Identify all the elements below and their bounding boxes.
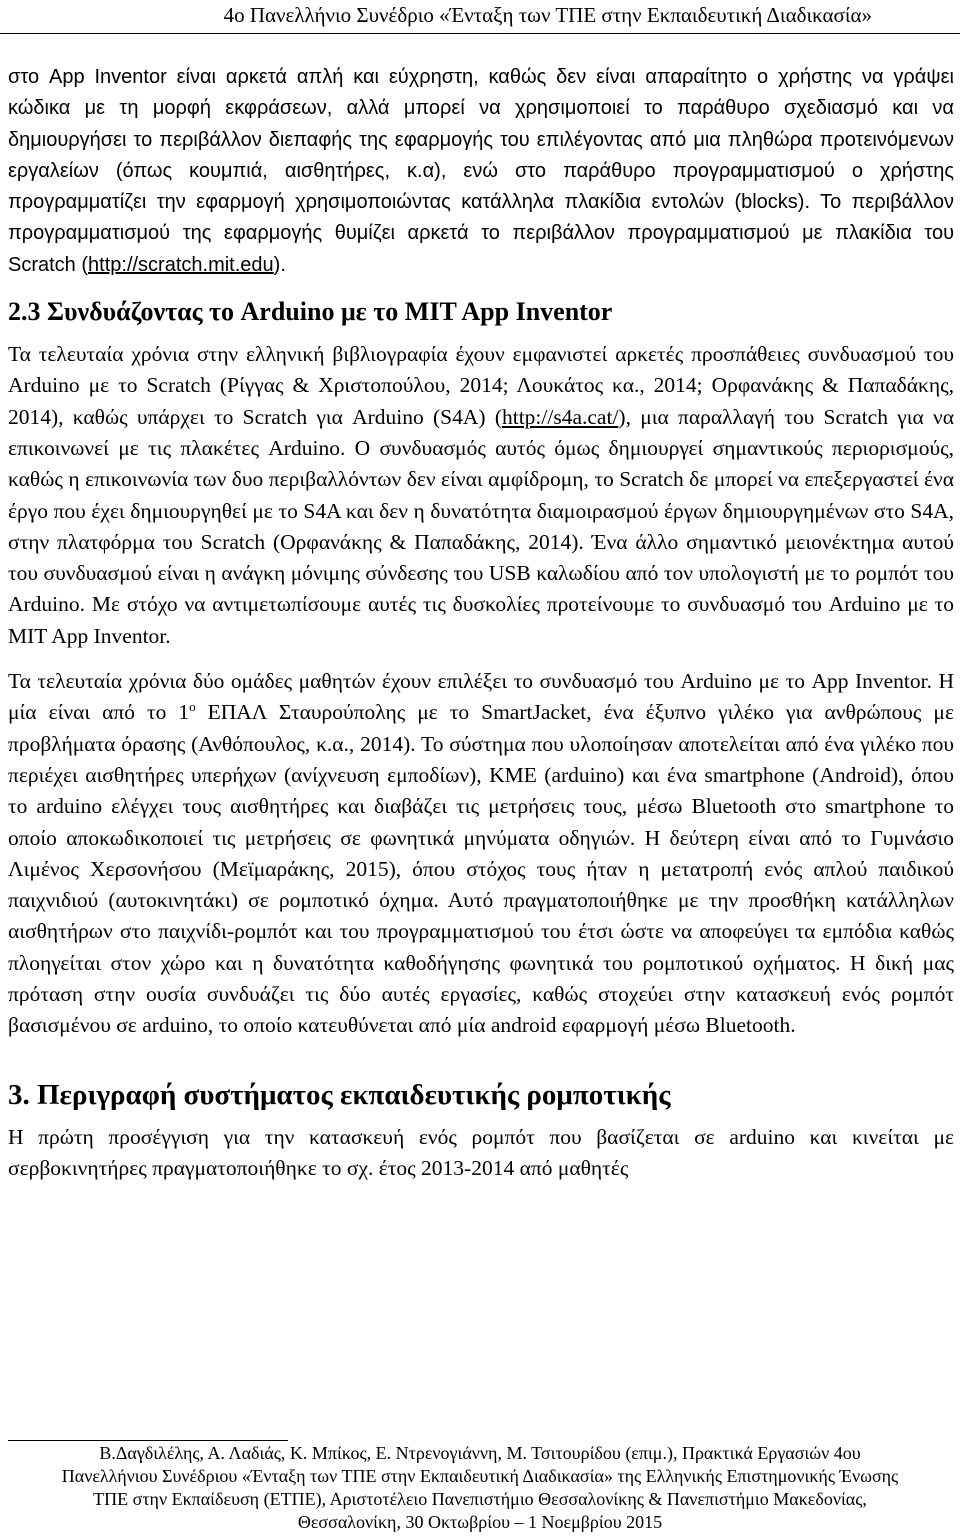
footer-citation: [0, 1442, 960, 1534]
paragraph-first-approach: Η πρώτη προσέγγιση για την κατασκευή ενός ρομπότ που βασίζεται σε arduino και κινείται με σερβοκινητήρες πραγματοποιήθηκε το σχ. έτος 2013-2014 από μαθητές: [8, 1124, 954, 1180]
paragraph-text: ).: [273, 253, 286, 276]
footer-rule: [8, 1440, 288, 1441]
paragraph-arduino-scratch: [8, 339, 954, 652]
footer-line: ΤΠΕ στην Εκπαίδευση (ΕΤΠΕ), Αριστοτέλειο Πανεπιστήμιο Θεσσαλονίκης & Πανεπιστήμιο Μακεδονίας,: [93, 1489, 867, 1509]
paragraph-text: Τα τελευταία χρόνια στην ελληνική βιβλιογραφία έχουν εμφανιστεί αρκετές προσπάθειες συνδυασμού του Arduino με το Scratch (Ρίγγας & Χριστοπούλου, 2014; Λουκάτος κα., 2014; Ορφανάκης & Παπαδάκης, 2014), καθώς υπάρχει το Scratch για Arduino (S4A) (: [8, 342, 954, 429]
scratch-link[interactable]: http://scratch.mit.edu: [88, 253, 274, 276]
paragraph-student-projects: [8, 666, 954, 1042]
running-header: 4ο Πανελλήνιο Συνέδριο «Ένταξη των ΤΠΕ στην Εκπαιδευτική Διαδικασία»: [223, 3, 872, 27]
ordinal-superscript: ο: [189, 699, 196, 715]
section-heading-2-3: 2.3 Συνδυάζοντας το Arduino με το MIT App Inventor: [8, 297, 613, 327]
section-heading-3: 3. Περιγραφή συστήματος εκπαιδευτικής ρομποτικής: [8, 1078, 671, 1111]
footer-line: Θεσσαλονίκη, 30 Οκτωβρίου – 1 Νοεμβρίου 2015: [297, 1512, 663, 1532]
paragraph-text: Τα τελευταία χρόνια δύο ομάδες μαθητών έχουν επιλέξει το συνδυασμό του Arduino με το App Inventor. Η μία είναι από το 1: [8, 669, 954, 725]
paragraph-text: ΕΠΑΛ Σταυρούπολης με το SmartJacket, ένα έξυπνο γιλέκο για ανθρώπους με προβλήματα όρασης (Ανθόπουλος, κ.α., 2014). Το σύστημα που υλοποίησαν αποτελείται από ένα γιλέκο που περιέχει αισθητήρες υπερήχων (ανίχνευση εμποδίων), ΚΜΕ (arduino) και ένα smartphone (Android), όπου το arduino ελέγχει τους αισθητήρες και διαβάζει τις μετρήσεις τους, μέσω Bluetooth στο smartphone το οποίο αποκωδικοποιεί τις μετρήσεις σε φωνητικά μηνύματα οδηγιών. Η δεύτερη είναι από το Γυμνάσιο Λιμένος Χερσονήσου (Μεϊμαράκης, 2015), όπου στόχος τους ήταν η μετατροπή ενός απλού παιδικού παιχνιδιού (αυτοκινητάκι) σε ρομποτικό όχημα. Αυτό πραγματοποιήθηκε με την προσθήκη κατάλληλων αισθητήρων στο παιχνίδι-ρομπότ και του προγραμματισμού του έτσι ώστε να αποφεύγει τα εμπόδια καθώς πλοηγείται στον χώρο και η δυνατότητα καθοδήγησης φωνητικά του ρομποτικού οχήματος. Η δική μας πρόταση στην ουσία συνδυάζει τις δύο αυτές εργασίες, καθώς στοχεύει στην κατασκευή ενός ρομπότ βασισμένου σε arduino, το οποίο κατευθύνεται από μία android εφαρμογή μέσω Bluetooth.: [8, 700, 954, 1038]
footer-line: Πανελλήνιου Συνέδριου «Ένταξη των ΤΠΕ στην Εκπαιδευτική Διαδικασία» της Ελληνικής Επιστημονικής Ένωσης: [61, 1466, 899, 1486]
paragraph-text: ), μια παραλλαγή του Scratch για να επικοινωνεί με τις πλακέτες Arduino. Ο συνδυασμός αυτός όμως δημιουργεί σημαντικούς περιορισμούς, καθώς η επικοινωνία των δυο περιβαλλόντων δεν είναι αμφίδρομη, το Scratch δε μπορεί να επεξεργαστεί ένα έργο που έχει δημιουργηθεί με το S4A και δεν η δυνατότητα διαμοιρασμού έργων δημιουργημένων στο S4A, στην πλατφόρμα του Scratch (Ορφανάκης & Παπαδάκης, 2014). Ένα άλλο σημαντικό μειονέκτημα αυτού του συνδυασμού είναι η ανάγκη μόνιμης σύνδεσης του USB καλωδίου από τον υπολογιστή με το ρομπότ του Arduino. Με στόχο να αντιμετωπίσουμε αυτές τις δυσκολίες προτείνουμε το συνδυασμό του Arduino με το MIT App Inventor.: [8, 404, 954, 648]
paragraph-app-inventor: [8, 62, 954, 281]
paragraph-text: στο App Inventor είναι αρκετά απλή και εύχρηστη, καθώς δεν είναι απαραίτητο ο χρήστης να γράψει κώδικα με τη μορφή εκφράσεων, αλλά μπορεί να χρησιμοποιεί το παράθυρο σχεδιασμό και να δημιουργήσει το περιβάλλον διεπαφής της εφαρμογής του επιλέγοντας από μια πληθώρα προτεινόμενων εργαλείων (όπως κουμπιά, αισθητήρες, κ.α), ενώ στο παράθυρο προγραμματισμού ο χρήστης προγραμματίζει την εφαρμογή χρησιμοποιώντας κατάλληλα πλακίδια εντολών (blocks). Το περιβάλλον προγραμματισμού της εφαρμογής θυμίζει αρκετά το περιβάλλον προγραμματισμού με πλακίδια του Scratch (: [8, 66, 954, 276]
s4a-link[interactable]: http://s4a.cat/: [501, 404, 619, 429]
footer-line: Β.Δαγδιλέλης, Α. Λαδιάς, Κ. Μπίκος, Ε. Ντρενογιάννη, Μ. Τσιτουρίδου (επιμ.), Πρακτικά Εργασιών 4ου: [99, 1443, 861, 1463]
header-rule: [0, 33, 960, 34]
page-content: [8, 62, 954, 1184]
